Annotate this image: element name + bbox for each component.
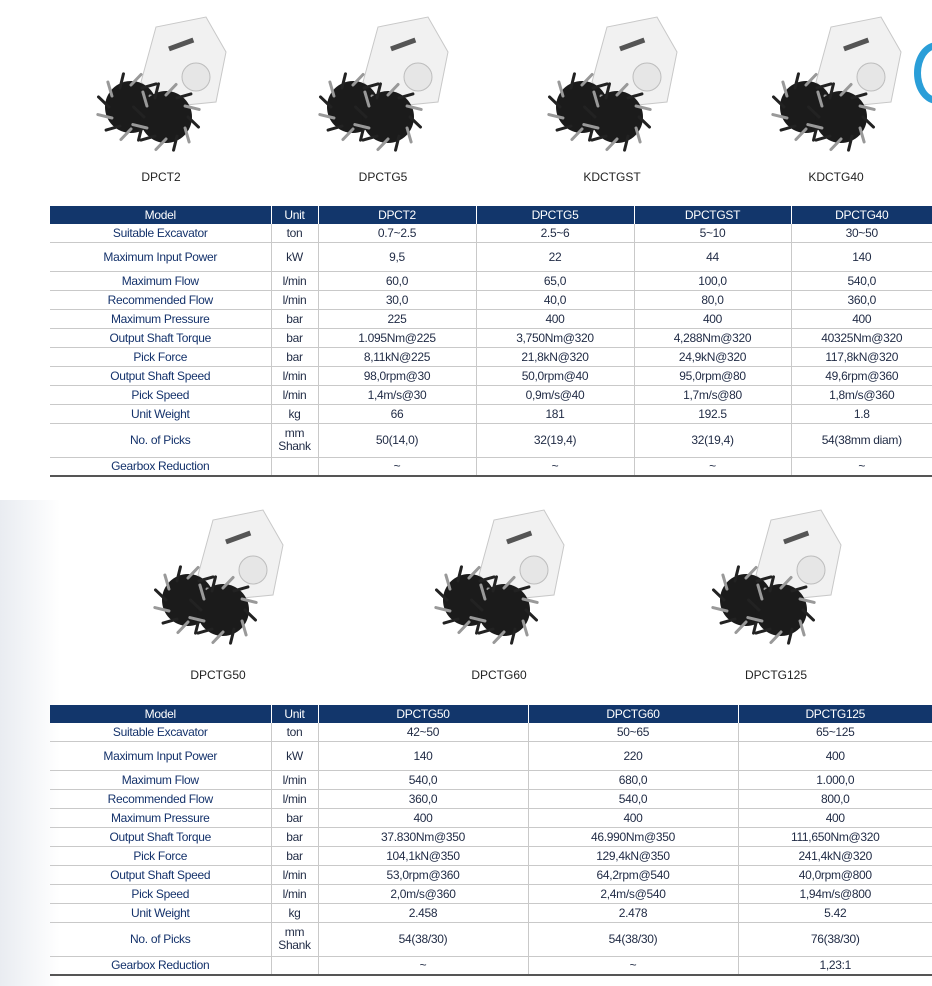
table-row xyxy=(50,290,932,309)
cell-value: 1,7m/s@80 xyxy=(634,385,791,404)
table-row xyxy=(50,903,932,922)
table-row xyxy=(50,328,932,347)
cell-value: 2.478 xyxy=(528,903,738,922)
cell-value: 95,0rpm@80 xyxy=(634,366,791,385)
header-model-name: DPCTG125 xyxy=(738,705,932,723)
row-label: Maximum Pressure xyxy=(50,808,271,827)
cell-value: 54(38/30) xyxy=(318,922,528,956)
cell-value: 22 xyxy=(476,242,634,271)
product-photo xyxy=(424,505,574,682)
row-label: Maximum Flow xyxy=(50,271,271,290)
product-caption: DPCT2 xyxy=(141,170,181,184)
row-label: Output Shaft Speed xyxy=(50,865,271,884)
product-photo xyxy=(86,12,236,182)
cell-value: 181 xyxy=(476,404,634,423)
table-row xyxy=(50,271,932,290)
row-label: Gearbox Reduction xyxy=(50,956,271,975)
header-model-name: DPCTG40 xyxy=(791,206,932,224)
cell-value: 50,0rpm@40 xyxy=(476,366,634,385)
row-unit: l/min xyxy=(271,789,318,808)
header-model-name: DPCTG50 xyxy=(318,705,528,723)
cell-value: 80,0 xyxy=(634,290,791,309)
cell-value: 220 xyxy=(528,741,738,770)
cell-value: 1.8 xyxy=(791,404,932,423)
table-row xyxy=(50,741,932,770)
row-label: Gearbox Reduction xyxy=(50,457,271,476)
cell-value: 111,650Nm@320 xyxy=(738,827,932,846)
cell-value: ~ xyxy=(318,956,528,975)
drum-cutter-image xyxy=(761,12,911,152)
row-unit xyxy=(271,956,318,975)
cell-value: 225 xyxy=(318,309,476,328)
cell-value: 2,4m/s@540 xyxy=(528,884,738,903)
drum-cutter-image xyxy=(701,505,851,645)
cell-value: 1,4m/s@30 xyxy=(318,385,476,404)
unit-top: mm xyxy=(284,426,305,440)
cell-value: 400 xyxy=(634,309,791,328)
row-unit: l/min xyxy=(271,865,318,884)
product-photo xyxy=(761,12,911,182)
lower-spec-table xyxy=(50,705,932,976)
unit-bottom: Shank xyxy=(278,439,311,453)
product-photo xyxy=(701,505,851,682)
drum-cutter-image xyxy=(308,12,458,152)
row-unit xyxy=(271,457,318,476)
cell-value: 65,0 xyxy=(476,271,634,290)
cell-value: 1,94m/s@800 xyxy=(738,884,932,903)
cell-value: 9,5 xyxy=(318,242,476,271)
row-label: Maximum Pressure xyxy=(50,309,271,328)
cell-value: ~ xyxy=(528,956,738,975)
cell-value: 66 xyxy=(318,404,476,423)
cell-value: 540,0 xyxy=(791,271,932,290)
decorative-arc xyxy=(914,42,932,104)
table-row xyxy=(50,808,932,827)
row-unit: kg xyxy=(271,903,318,922)
table-row xyxy=(50,366,932,385)
row-label: Pick Speed xyxy=(50,884,271,903)
product-caption: DPCTG60 xyxy=(471,668,527,682)
cell-value: 54(38/30) xyxy=(528,922,738,956)
table-row xyxy=(50,404,932,423)
row-label: Unit Weight xyxy=(50,903,271,922)
cell-value: 400 xyxy=(738,808,932,827)
cell-value: 1,8m/s@360 xyxy=(791,385,932,404)
cell-value: 100,0 xyxy=(634,271,791,290)
table-row xyxy=(50,827,932,846)
row-label: Recommended Flow xyxy=(50,290,271,309)
upper-spec-table xyxy=(50,206,932,477)
row-unit: l/min xyxy=(271,290,318,309)
row-label: Output Shaft Torque xyxy=(50,827,271,846)
table-row xyxy=(50,846,932,865)
cell-value: 44 xyxy=(634,242,791,271)
cell-value: 50~65 xyxy=(528,723,738,741)
row-unit: bar xyxy=(271,347,318,366)
row-unit xyxy=(271,423,318,457)
row-unit: bar xyxy=(271,309,318,328)
product-photo xyxy=(537,12,687,182)
cell-value: 32(19,4) xyxy=(634,423,791,457)
cell-value: 540,0 xyxy=(318,770,528,789)
row-label: Maximum Flow xyxy=(50,770,271,789)
header-unit: Unit xyxy=(271,206,318,224)
cell-value: 680,0 xyxy=(528,770,738,789)
cell-value: 104,1kN@350 xyxy=(318,846,528,865)
cell-value: 5~10 xyxy=(634,224,791,242)
cell-value: 2.458 xyxy=(318,903,528,922)
row-unit: ton xyxy=(271,723,318,741)
header-model-name: DPCT2 xyxy=(318,206,476,224)
product-caption: KDCTGST xyxy=(583,170,641,184)
row-unit: l/min xyxy=(271,366,318,385)
row-unit: bar xyxy=(271,846,318,865)
product-photo xyxy=(143,505,293,682)
cell-value: 2,0m/s@360 xyxy=(318,884,528,903)
header-unit: Unit xyxy=(271,705,318,723)
row-unit xyxy=(271,922,318,956)
cell-value: 30,0 xyxy=(318,290,476,309)
unit-bottom: Shank xyxy=(278,938,311,952)
header-model-name: DPCTGST xyxy=(634,206,791,224)
table-row xyxy=(50,242,932,271)
row-label: Maximum Input Power xyxy=(50,242,271,271)
cell-value: 400 xyxy=(738,741,932,770)
table-row xyxy=(50,789,932,808)
table-header-row xyxy=(50,206,932,224)
table-row xyxy=(50,423,932,457)
unit-top: mm xyxy=(284,925,305,939)
row-label: Suitable Excavator xyxy=(50,723,271,741)
table-row xyxy=(50,922,932,956)
drum-cutter-image xyxy=(86,12,236,152)
drum-cutter-image xyxy=(424,505,574,645)
header-model-name: DPCTG60 xyxy=(528,705,738,723)
row-label: Output Shaft Speed xyxy=(50,366,271,385)
table-row xyxy=(50,224,932,242)
cell-value: 400 xyxy=(791,309,932,328)
row-label: Suitable Excavator xyxy=(50,224,271,242)
cell-value: 49,6rpm@360 xyxy=(791,366,932,385)
row-unit: l/min xyxy=(271,271,318,290)
row-unit: l/min xyxy=(271,770,318,789)
table-row xyxy=(50,309,932,328)
row-label: Pick Speed xyxy=(50,385,271,404)
cell-value: 8,11kN@225 xyxy=(318,347,476,366)
cell-value: 400 xyxy=(318,808,528,827)
cell-value: 117,8kN@320 xyxy=(791,347,932,366)
cell-value: ~ xyxy=(634,457,791,476)
table-row xyxy=(50,884,932,903)
row-unit: bar xyxy=(271,328,318,347)
header-model-name: DPCTG5 xyxy=(476,206,634,224)
table-row xyxy=(50,385,932,404)
cell-value: 360,0 xyxy=(318,789,528,808)
cell-value: 241,4kN@320 xyxy=(738,846,932,865)
row-label: Maximum Input Power xyxy=(50,741,271,770)
cell-value: 400 xyxy=(476,309,634,328)
row-label: Pick Force xyxy=(50,846,271,865)
table-row xyxy=(50,347,932,366)
cell-value: 140 xyxy=(318,741,528,770)
cell-value: 540,0 xyxy=(528,789,738,808)
cell-value: ~ xyxy=(318,457,476,476)
cell-value: 54(38mm diam) xyxy=(791,423,932,457)
cell-value: 1.000,0 xyxy=(738,770,932,789)
cell-value: ~ xyxy=(791,457,932,476)
row-label: No. of Picks xyxy=(50,922,271,956)
table-row xyxy=(50,770,932,789)
row-unit: l/min xyxy=(271,884,318,903)
cell-value: 42~50 xyxy=(318,723,528,741)
table-row xyxy=(50,723,932,741)
cell-value: 37.830Nm@350 xyxy=(318,827,528,846)
cell-value: 1.095Nm@225 xyxy=(318,328,476,347)
row-unit: bar xyxy=(271,827,318,846)
header-model: Model xyxy=(50,705,271,723)
row-label: No. of Picks xyxy=(50,423,271,457)
cell-value: 5.42 xyxy=(738,903,932,922)
cell-value: 400 xyxy=(528,808,738,827)
cell-value: 50(14,0) xyxy=(318,423,476,457)
cell-value: 40,0 xyxy=(476,290,634,309)
cell-value: 30~50 xyxy=(791,224,932,242)
cell-value: 32(19,4) xyxy=(476,423,634,457)
product-caption: DPCTG125 xyxy=(744,668,808,682)
product-caption: DPCTG5 xyxy=(358,170,408,184)
row-unit: ton xyxy=(271,224,318,242)
row-unit: kW xyxy=(271,741,318,770)
cell-value: 98,0rpm@30 xyxy=(318,366,476,385)
drum-cutter-image xyxy=(537,12,687,152)
cell-value: 129,4kN@350 xyxy=(528,846,738,865)
cell-value: ~ xyxy=(476,457,634,476)
cell-value: 4,288Nm@320 xyxy=(634,328,791,347)
cell-value: 140 xyxy=(791,242,932,271)
row-unit: l/min xyxy=(271,385,318,404)
cell-value: 60,0 xyxy=(318,271,476,290)
cell-value: 76(38/30) xyxy=(738,922,932,956)
cell-value: 0.7~2.5 xyxy=(318,224,476,242)
row-label: Output Shaft Torque xyxy=(50,328,271,347)
table-row xyxy=(50,457,932,476)
cell-value: 24,9kN@320 xyxy=(634,347,791,366)
row-label: Pick Force xyxy=(50,347,271,366)
cell-value: 40325Nm@320 xyxy=(791,328,932,347)
product-photo xyxy=(308,12,458,182)
row-label: Unit Weight xyxy=(50,404,271,423)
cell-value: 64,2rpm@540 xyxy=(528,865,738,884)
cell-value: 0,9m/s@40 xyxy=(476,385,634,404)
table-row xyxy=(50,956,932,975)
product-caption: DPCTG50 xyxy=(190,668,246,682)
product-caption: KDCTG40 xyxy=(808,170,864,184)
cell-value: 1,23:1 xyxy=(738,956,932,975)
cell-value: 40,0rpm@800 xyxy=(738,865,932,884)
row-unit: kg xyxy=(271,404,318,423)
table-header-row xyxy=(50,705,932,723)
table-row xyxy=(50,865,932,884)
row-label: Recommended Flow xyxy=(50,789,271,808)
drum-cutter-image xyxy=(143,505,293,645)
cell-value: 360,0 xyxy=(791,290,932,309)
row-unit: bar xyxy=(271,808,318,827)
cell-value: 46.990Nm@350 xyxy=(528,827,738,846)
cell-value: 3,750Nm@320 xyxy=(476,328,634,347)
header-model: Model xyxy=(50,206,271,224)
cell-value: 2.5~6 xyxy=(476,224,634,242)
row-unit: kW xyxy=(271,242,318,271)
cell-value: 21,8kN@320 xyxy=(476,347,634,366)
cell-value: 192.5 xyxy=(634,404,791,423)
cell-value: 53,0rpm@360 xyxy=(318,865,528,884)
cell-value: 800,0 xyxy=(738,789,932,808)
cell-value: 65~125 xyxy=(738,723,932,741)
